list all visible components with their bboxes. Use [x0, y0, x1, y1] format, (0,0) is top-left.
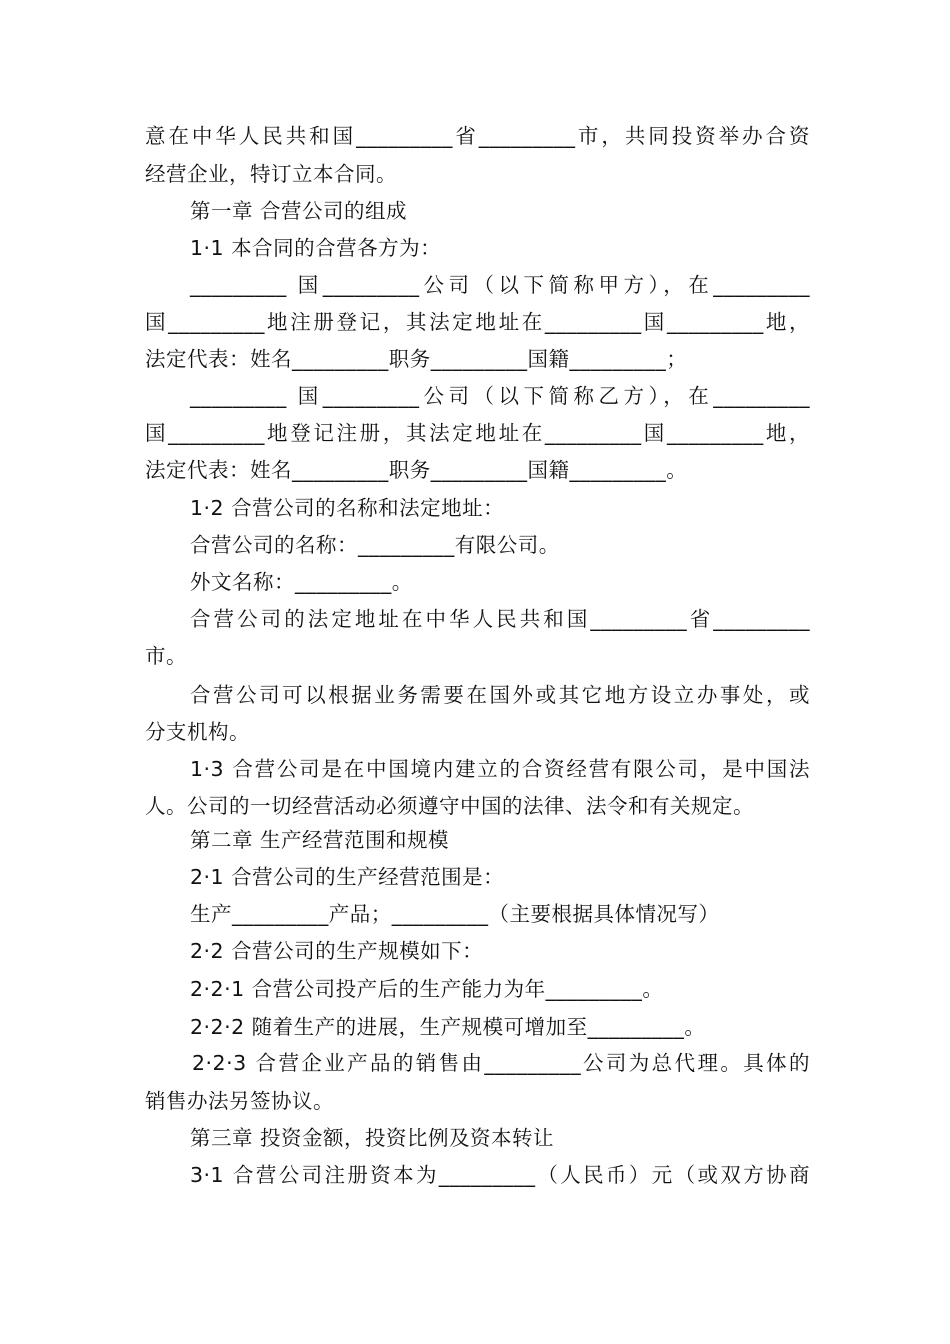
text-line: 销售办法另签协议。 — [145, 1089, 334, 1113]
text-line: 人。公司的一切经营活动必须遵守中国的法律、法令和有关规定。 — [145, 794, 754, 818]
text-line: 国_________地登记注册，其法定地址在_________国_________地， — [145, 421, 810, 445]
text-line: 合营公司可以根据业务需要在国外或其它地方设立办事处，或 — [190, 683, 810, 707]
clause-text: 3·1 合营公司注册资本为_________（人民币）元（或双方协商 — [190, 1163, 810, 1187]
clause-heading: 1·2 合营公司的名称和法定地址： — [190, 496, 505, 520]
text-line: 合营公司的名称：_________有限公司。 — [190, 533, 560, 557]
text-line: 分支机构。 — [145, 720, 250, 744]
text-line: 生产_________产品；_________（主要根据具体情况写） — [190, 902, 720, 926]
clause-text: 2·2·1 合营公司投产后的生产能力为年_________。 — [190, 977, 664, 1001]
text-line: 经营企业，特订立本合同。 — [145, 162, 397, 186]
clause-text: 2·2·2 随着生产的进展，生产规模可增加至_________。 — [190, 1015, 706, 1039]
clause-heading: 1·1 本合同的合营各方为： — [190, 236, 442, 260]
text-line: 意在中华人民共和国_________省_________市，共同投资举办合资 — [145, 124, 810, 148]
text-line: 外文名称：_________。 — [190, 570, 413, 594]
clause-heading: 2·2 合营公司的生产规模如下： — [190, 939, 484, 963]
clause-text: 1·3 合营公司是在中国境内建立的合资经营有限公司，是中国法 — [190, 757, 810, 781]
text-line: 法定代表：姓名_________职务_________国籍_________。 — [145, 458, 688, 482]
chapter-heading: 第三章 投资金额，投资比例及资本转让 — [190, 1126, 555, 1150]
text-line: 法定代表：姓名_________职务_________国籍_________； — [145, 347, 688, 371]
clause-text: 2·2·3 合营企业产品的销售由_________公司为总代理。具体的 — [192, 1051, 810, 1075]
text-line: 国_________地注册登记，其法定地址在_________国_________地， — [145, 310, 810, 334]
text-line: 市。 — [145, 644, 187, 668]
text-line: _________ 国_________公司（以下简称乙方），在_________ — [190, 384, 810, 408]
text-line: _________ 国_________公司（以下简称甲方），在_________ — [190, 273, 810, 297]
chapter-heading: 第二章 生产经营范围和规模 — [190, 828, 450, 852]
chapter-heading: 第一章 合营公司的组成 — [190, 199, 408, 223]
clause-heading: 2·1 合营公司的生产经营范围是： — [190, 865, 505, 889]
text-line: 合营公司的法定地址在中华人民共和国_________省_________ — [190, 607, 810, 631]
